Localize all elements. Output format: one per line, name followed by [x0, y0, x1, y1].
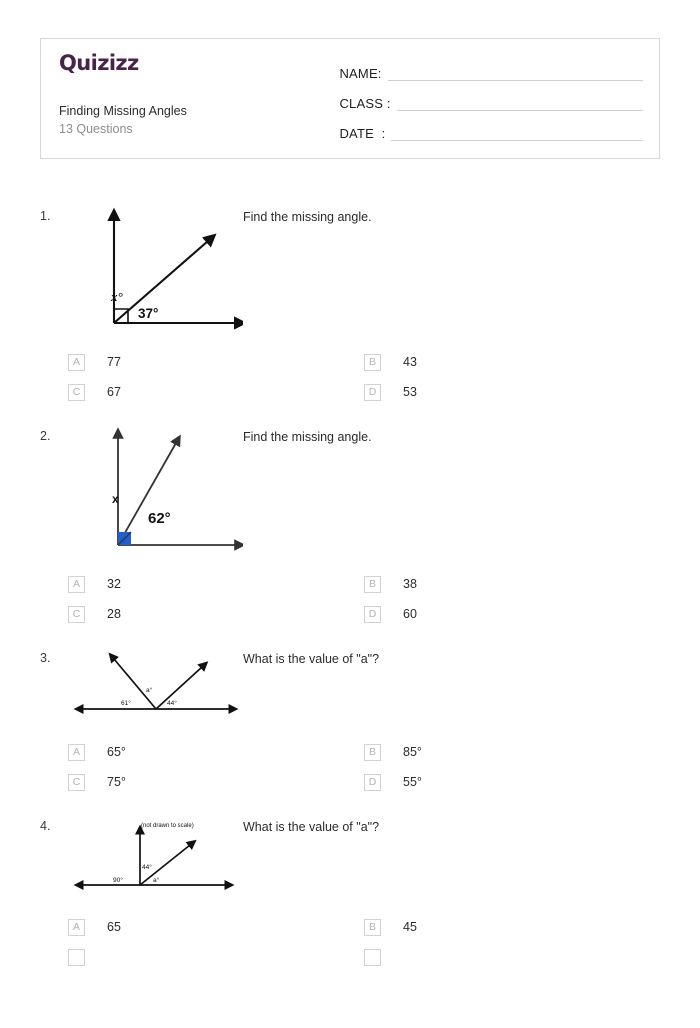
question-4-left-angle-label: 90°: [113, 877, 123, 884]
question-4-middle-angle-label: 44°: [142, 864, 152, 871]
question-2-unknown-label: x: [112, 492, 119, 506]
option-value: 45: [403, 920, 417, 934]
option-value: 85°: [403, 745, 422, 759]
question-3-left-angle-label: 61°: [121, 700, 131, 707]
question-4-right-angle-label: a°: [153, 877, 160, 884]
worksheet-header-card: [40, 38, 660, 159]
question-4-options-row-1: [68, 912, 660, 942]
question-block-4: [40, 815, 660, 972]
name-field-label: NAME:: [339, 66, 382, 82]
class-field-input[interactable]: [397, 109, 643, 111]
question-3-option-c[interactable]: [68, 767, 364, 797]
question-4-options-row-2-clipped: [68, 942, 660, 972]
option-value: 65: [107, 920, 121, 934]
question-3-options: [68, 737, 660, 797]
question-2-options: [68, 569, 660, 629]
date-field-label: DATE :: [339, 125, 386, 141]
question-2-option-d[interactable]: [364, 599, 660, 629]
complementary-angle-diagram-1: [68, 205, 243, 335]
option-value: 75°: [107, 775, 126, 789]
option-value: 43: [403, 355, 417, 369]
name-field-input[interactable]: [388, 79, 643, 81]
question-2-number: 2.: [40, 429, 51, 443]
option-key: B: [364, 919, 381, 936]
option-value: 53: [403, 385, 417, 399]
question-2-prompt: Find the missing angle.: [243, 430, 372, 444]
question-4-options: [68, 912, 660, 972]
question-3-option-b[interactable]: [364, 737, 660, 767]
question-1-row: [40, 205, 660, 335]
quizizz-logo: Quizizz: [59, 51, 139, 75]
option-value: 55°: [403, 775, 422, 789]
option-key: C: [68, 606, 85, 623]
question-4-row: [40, 815, 660, 900]
question-4-option-a[interactable]: [68, 912, 364, 942]
question-block-1: [40, 205, 660, 407]
question-2-option-b[interactable]: [364, 569, 660, 599]
class-field-row: [339, 86, 643, 113]
option-value: 67: [107, 385, 121, 399]
question-3-middle-angle-label: a°: [146, 687, 153, 694]
question-2-options-row-1: [68, 569, 660, 599]
option-value: 28: [107, 607, 121, 621]
option-value: 77: [107, 355, 121, 369]
question-3-option-d[interactable]: [364, 767, 660, 797]
question-block-3: [40, 647, 660, 797]
header-left-section: [41, 39, 331, 158]
question-1-option-c[interactable]: [68, 377, 364, 407]
option-key: B: [364, 576, 381, 593]
quiz-meta: [59, 102, 331, 158]
option-key: C: [68, 384, 85, 401]
question-2-options-row-2: [68, 599, 660, 629]
question-1-option-d[interactable]: [364, 377, 660, 407]
quiz-question-count: 13 Questions: [59, 121, 133, 136]
question-1-number: 1.: [40, 209, 51, 223]
option-key: D: [364, 774, 381, 791]
question-4-option-d[interactable]: [364, 942, 660, 972]
question-4-scale-note: (not drawn to scale): [141, 823, 194, 829]
question-3-prompt: What is the value of "a"?: [243, 652, 380, 666]
question-3-option-a[interactable]: [68, 737, 364, 767]
question-3-right-angle-label: 44°: [167, 700, 177, 707]
student-info-fields: [331, 39, 659, 158]
question-4-prompt: What is the value of "a"?: [243, 820, 380, 834]
date-field-row: [339, 116, 643, 143]
option-value: 60: [403, 607, 417, 621]
question-1-options-row-1: [68, 347, 660, 377]
question-1-known-angle-label: 37°: [138, 306, 159, 321]
option-key: [68, 949, 85, 966]
question-1-option-a[interactable]: [68, 347, 364, 377]
option-value: 38: [403, 577, 417, 591]
question-3-row: [40, 647, 660, 725]
question-4-number: 4.: [40, 819, 51, 833]
question-3-options-row-1: [68, 737, 660, 767]
question-1-prompt: Find the missing angle.: [243, 210, 372, 224]
angles-on-a-line-diagram-4: [68, 815, 243, 900]
questions-list: [40, 205, 660, 972]
class-field-label: CLASS :: [339, 95, 391, 111]
option-key: B: [364, 354, 381, 371]
angles-on-a-line-diagram-3: [68, 647, 243, 725]
option-key: A: [68, 354, 85, 371]
option-key: A: [68, 744, 85, 761]
option-key: D: [364, 606, 381, 623]
question-1-unknown-label: x°: [111, 289, 123, 304]
date-field-input[interactable]: [391, 139, 643, 141]
question-4-option-c[interactable]: [68, 942, 364, 972]
option-key: C: [68, 774, 85, 791]
option-key: [364, 949, 381, 966]
worksheet-page: [0, 38, 700, 1028]
question-2-option-c[interactable]: [68, 599, 364, 629]
quiz-title: Finding Missing Angles: [59, 103, 187, 118]
name-field-row: [339, 56, 643, 83]
option-key: A: [68, 576, 85, 593]
option-key: B: [364, 744, 381, 761]
question-4-option-b[interactable]: [364, 912, 660, 942]
question-3-options-row-2: [68, 767, 660, 797]
option-key: D: [364, 384, 381, 401]
question-1-options-row-2: [68, 377, 660, 407]
question-3-figure: [68, 647, 243, 725]
question-block-2: [40, 425, 660, 629]
option-value: 32: [107, 577, 121, 591]
question-2-known-angle-label: 62°: [148, 510, 171, 527]
question-2-option-a[interactable]: [68, 569, 364, 599]
question-1-options: [68, 347, 660, 407]
option-key: A: [68, 919, 85, 936]
option-value: 65°: [107, 745, 126, 759]
question-4-figure: [68, 815, 243, 900]
question-1-figure: [68, 205, 243, 335]
question-3-number: 3.: [40, 651, 51, 665]
question-2-row: [40, 425, 660, 557]
question-2-figure: [68, 425, 243, 557]
complementary-angle-diagram-2: [68, 425, 243, 557]
question-1-option-b[interactable]: [364, 347, 660, 377]
